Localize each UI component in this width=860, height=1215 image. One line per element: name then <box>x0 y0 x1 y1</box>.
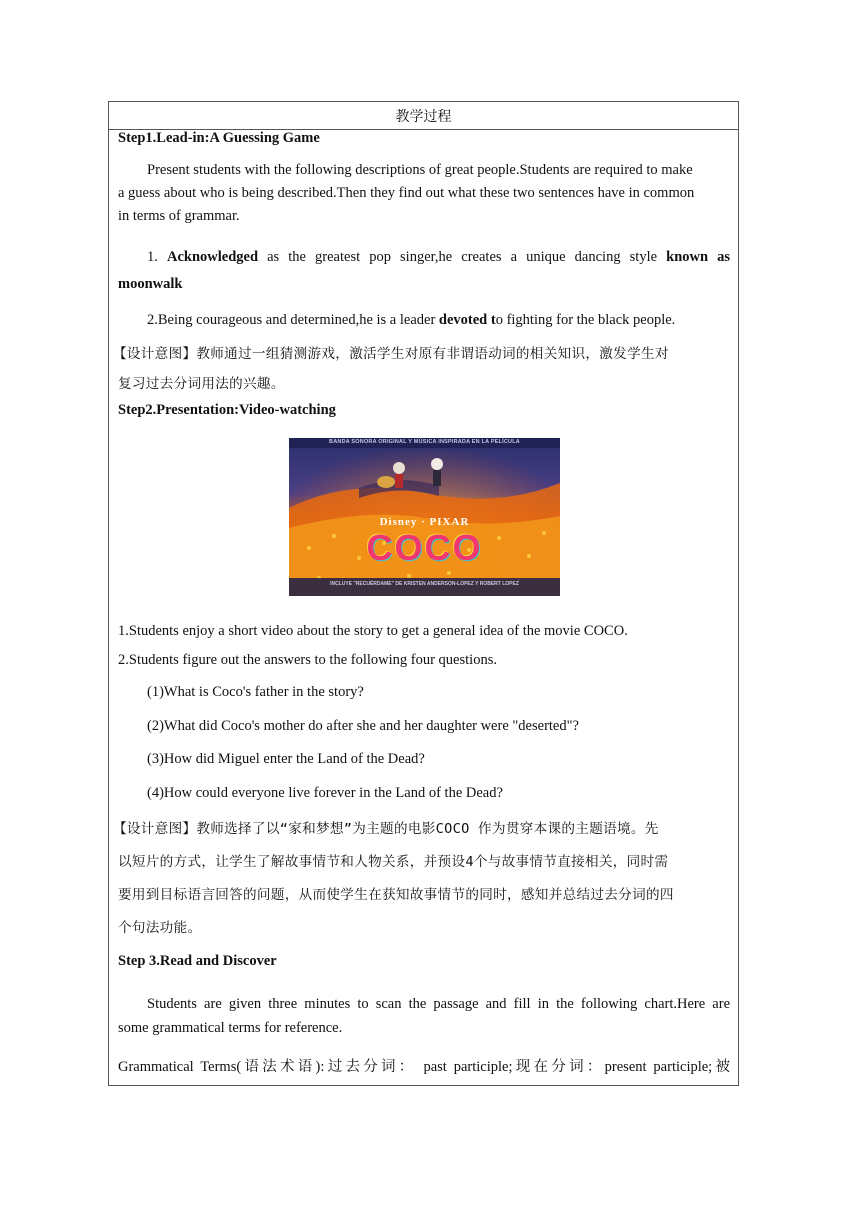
sentence-1 <box>147 249 730 266</box>
question-2: (2)What did Coco's mother do after she and her daughter were "deserted"? <box>147 718 579 734</box>
sentence-1-number: 1. <box>147 249 167 265</box>
step2-line-1: 1.Students enjoy a short video about the story to get a general idea of the movie COCO. <box>118 623 628 639</box>
sentence-2 <box>147 312 730 329</box>
step1-design-intent-line-1: 【设计意图】教师通过一组猜测游戏，激活学生对原有非谓语动词的相关知识，激发学生对 <box>113 346 669 362</box>
step1-title: Step1.Lead-in:A Guessing Game <box>118 130 320 146</box>
teaching-process-table <box>108 101 739 1086</box>
step2-design-intent-line-1: 【设计意图】教师选择了以“家和梦想”为主题的电影COCO 作为贯穿本课的主题语境。先 <box>113 821 659 837</box>
step2-design-intent-line-4: 个句法功能。 <box>118 920 202 936</box>
sentence-1-moonwalk: moonwalk <box>118 276 183 292</box>
poster-movie-title: COCO <box>366 527 483 568</box>
question-4: (4)How could everyone live forever in the Land of the Dead? <box>147 785 503 801</box>
sentence-2-text-b: o fighting for the black people. <box>495 312 676 328</box>
sentence-1-text: as the greatest pop singer,he creates a unique dancing style <box>258 249 667 265</box>
question-1: (1)What is Coco's father in the story? <box>147 684 364 700</box>
step3-text-line-1: Students are given three minutes to scan the passage and fill in the following chart.Here are <box>147 996 730 1012</box>
coco-movie-poster <box>289 438 560 596</box>
poster-top-text: BANDA SONORA ORIGINAL Y MÚSICA INSPIRADA EN LA PELÍCULA <box>329 439 520 445</box>
keyword-known-as: known as <box>666 249 731 265</box>
step2-title: Step2.Presentation:Video-watching <box>118 402 336 418</box>
grammatical-terms-line: Grammatical Terms(语法术语):过去分词： past participle;现在分词：present participle;被 <box>118 1059 730 1075</box>
step1-intro-line-1: Present students with the following descriptions of great people.Students are required to make <box>147 162 693 178</box>
table-header: 教学过程 <box>109 102 738 130</box>
step3-text-line-2: some grammatical terms for reference. <box>118 1020 343 1036</box>
sentence-2-text-a: 2.Being courageous and determined,he is a leader <box>147 312 439 328</box>
question-3: (3)How did Miguel enter the Land of the Dead? <box>147 751 425 767</box>
step3-title: Step 3.Read and Discover <box>118 953 277 969</box>
step1-intro-line-3: in terms of grammar. <box>118 208 240 224</box>
step1-design-intent-line-2: 复习过去分词用法的兴趣。 <box>118 376 285 392</box>
step1-intro-line-2: a guess about who is being described.Then they find out what these two sentences have in common <box>118 185 695 201</box>
poster-bottom-text: INCLUYE "RECUÉRDAME" DE KRISTEN ANDERSON-LOPEZ Y ROBERT LOPEZ <box>330 581 519 587</box>
poster-brand-logo: Disney · PIXAR <box>379 516 470 528</box>
step2-design-intent-line-2: 以短片的方式，让学生了解故事情节和人物关系，并预设4个与故事情节直接相关，同时需 <box>118 854 669 870</box>
step2-design-intent-line-3: 要用到目标语言回答的问题，从而使学生在获知故事情节的同时，感知并总结过去分词的四 <box>118 887 674 903</box>
keyword-acknowledged: Acknowledged <box>166 249 259 265</box>
keyword-devoted-to: devoted t <box>438 312 496 328</box>
step2-line-2: 2.Students figure out the answers to the following four questions. <box>118 652 497 668</box>
